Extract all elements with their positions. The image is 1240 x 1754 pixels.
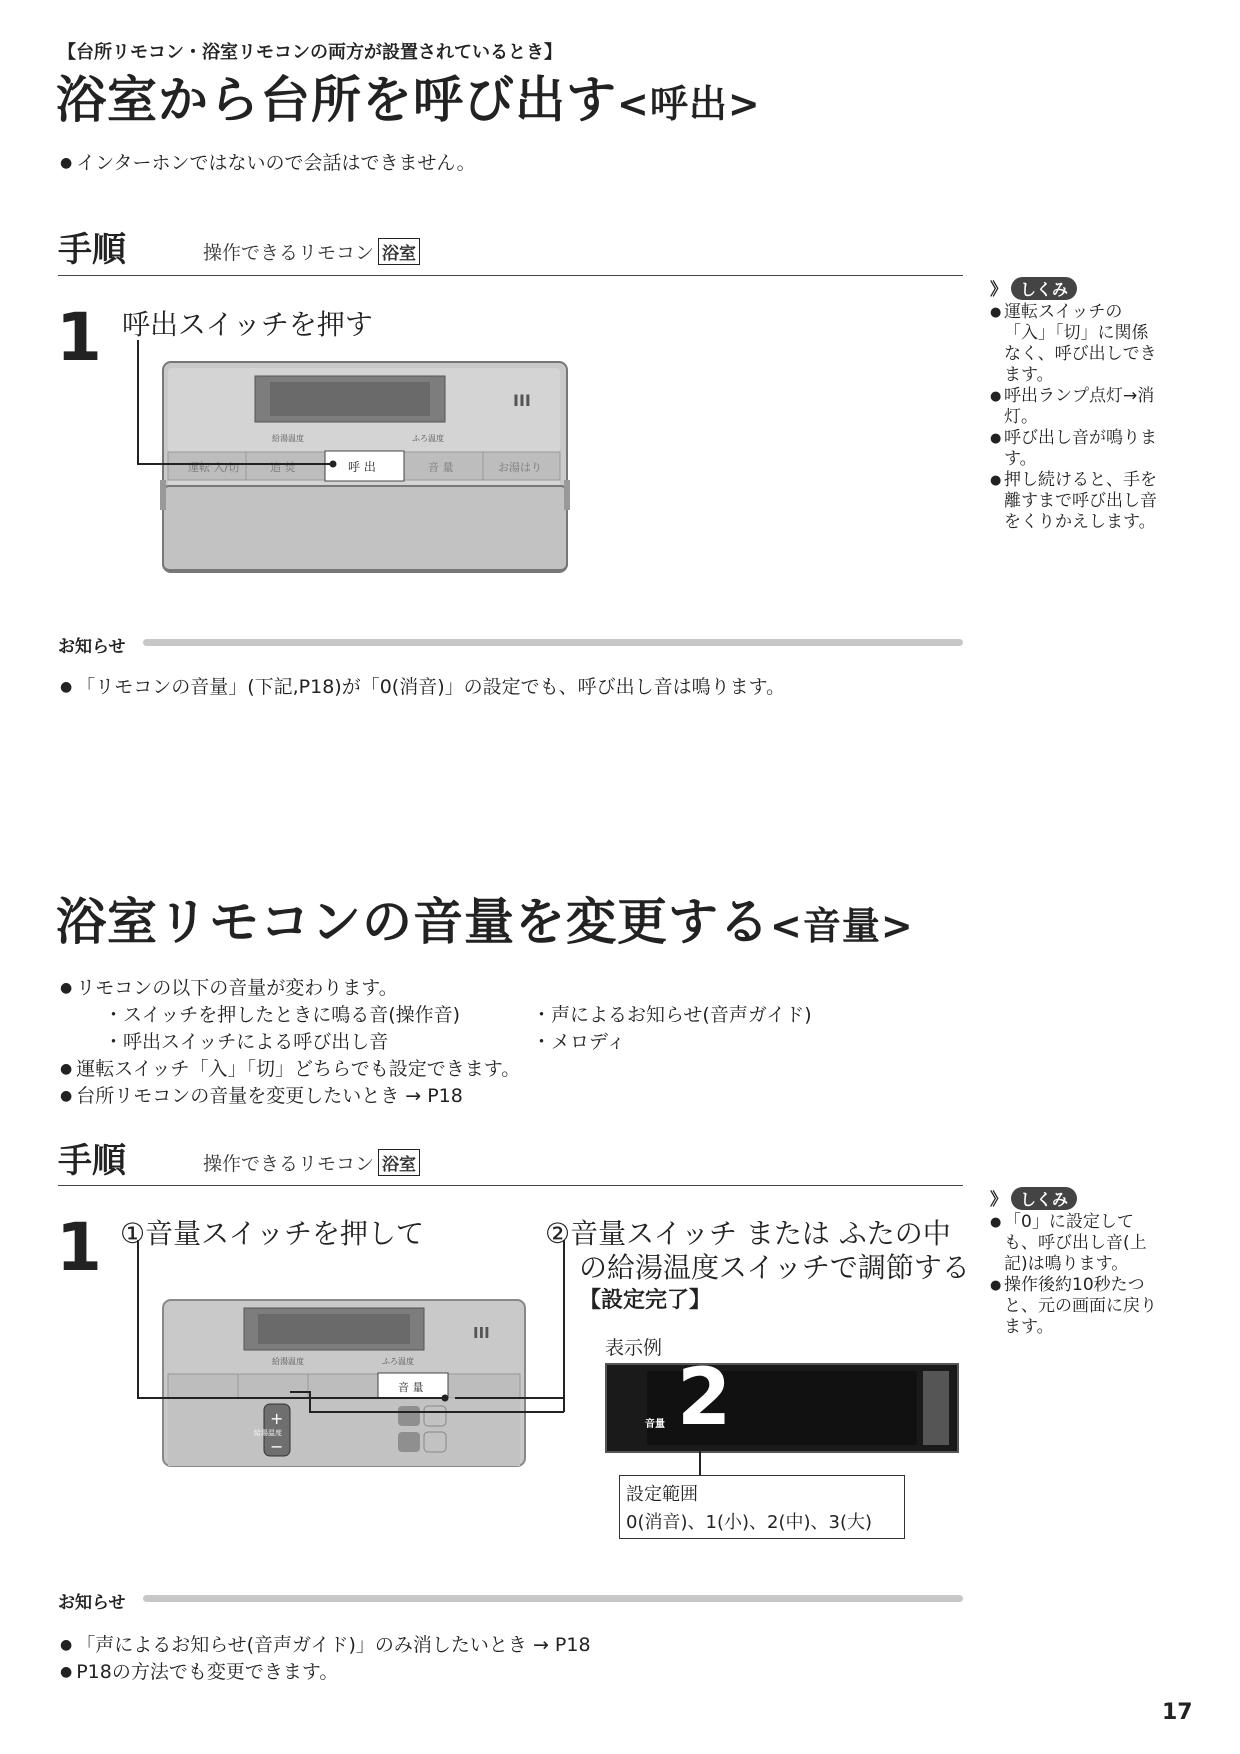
section2-bullet: ● 台所リモコンの音量を変更したいとき → P18 — [60, 1081, 463, 1108]
section2-notice-label: お知らせ — [58, 1593, 126, 1613]
remote2-label-right: ふろ温度 — [382, 1357, 414, 1366]
section2-side-head — [990, 1185, 1158, 1210]
section2-side-note — [990, 1185, 1158, 1338]
section2-range-values: 0(消音)、1(小)、2(中)、3(大) — [626, 1512, 872, 1533]
section1-side-head — [990, 275, 1158, 300]
section2-title-main: 浴室リモコンの音量を変更する — [56, 893, 770, 951]
section2-step-a: ①音量スイッチを押して — [120, 1217, 424, 1250]
remote2-sub-label: 給湯温度 — [254, 1429, 282, 1437]
section2-display-pointer — [699, 1449, 701, 1475]
section1-notice-bar — [143, 639, 963, 646]
section1-rule — [58, 275, 963, 276]
section2-step-b-done: 【設定完了】 — [579, 1288, 712, 1313]
remote1-label-right: ふろ温度 — [412, 434, 444, 443]
section2-procedure-label: 手順 — [58, 1141, 126, 1181]
section1-step-number: 1 — [56, 299, 102, 376]
section2-side-list — [990, 1212, 1158, 1338]
section1-side-note — [990, 275, 1158, 533]
section2-step-b-line1: ②音量スイッチ または ふたの中 — [545, 1217, 951, 1250]
section2-rule — [58, 1185, 963, 1186]
section1-side-item: ● 呼び出し音が鳴ります。 — [990, 428, 1158, 470]
section1-eyebrow: 【台所リモコン・浴室リモコンの両方が設置されているとき】 — [58, 42, 562, 63]
section2-side-item: ● 「0」に設定しても、呼び出し音(上記)は鳴ります。 — [990, 1212, 1158, 1275]
section1-title-main: 浴室から台所を呼び出す — [56, 71, 617, 129]
section2-step-number: 1 — [56, 1209, 102, 1286]
section2-display-panel — [605, 1353, 959, 1453]
section2-sub-item: ・声によるお知らせ(音声ガイド) — [532, 1004, 812, 1026]
section2-notice-bar — [143, 1595, 963, 1602]
section2-bullet-intro: ● リモコンの以下の音量が変わります。 — [60, 973, 398, 1000]
section1-step-caption: 呼出スイッチを押す — [122, 308, 373, 341]
section1-procedure-tag: 浴室 — [378, 238, 420, 265]
section1-title-suffix: <呼出> — [617, 82, 761, 126]
remote1-button-fill: お湯はり — [498, 461, 542, 474]
section1-callout — [130, 340, 350, 470]
section2-bullet: ● 運転スイッチ「入」「切」どちらでも設定できます。 — [60, 1054, 520, 1081]
section2-display-bezel — [923, 1371, 949, 1445]
remote2-button-volume: 音 量 — [398, 1381, 424, 1394]
section1-side-item: ● 運転スイッチの「入」「切」に関係なく、呼び出しできます。 — [990, 302, 1158, 386]
remote1-indicator-icon: III — [513, 391, 531, 410]
section2-display-example-label: 表示例 — [605, 1337, 663, 1359]
section2-procedure-sub-text: 操作できるリモコン — [203, 1153, 375, 1175]
remote2-label-left: 給湯温度 — [272, 1357, 304, 1366]
section1-notice-label: お知らせ — [58, 637, 126, 657]
remote2-plus-icon: + — [270, 1409, 284, 1428]
section2-notice-item: ● P18の方法でも変更できます。 — [60, 1657, 338, 1684]
section1-side-prefix: 》 — [990, 280, 1007, 300]
section2-sub-item: ・呼出スイッチによる呼び出し音 — [104, 1031, 389, 1053]
section2-callouts — [130, 1240, 570, 1420]
section2-procedure-sub — [203, 1149, 420, 1176]
remote1-label-left: 給湯温度 — [272, 434, 304, 443]
section2-procedure-tag: 浴室 — [378, 1149, 420, 1176]
remote2-minus-icon: − — [270, 1437, 284, 1456]
section2-sub-item: ・メロディ — [532, 1031, 626, 1053]
section2-display-value: 2 — [677, 1353, 732, 1443]
section2-side-prefix: 》 — [990, 1190, 1007, 1210]
section2-range-box — [619, 1475, 905, 1539]
remote1-button-volume: 音 量 — [428, 461, 454, 474]
section2-side-item: ● 操作後約10秒たつと、元の画面に戻ります。 — [990, 1275, 1158, 1338]
remote1-button-reheat: 追 焚 — [270, 461, 296, 474]
section1-title — [56, 60, 761, 132]
section1-notice-item: ● 「リモコンの音量」(下記,P18)が「0(消音)」の設定でも、呼び出し音は鳴ります。 — [60, 672, 785, 699]
section2-side-label: しくみ — [1011, 1187, 1077, 1210]
section1-side-label: しくみ — [1011, 277, 1077, 300]
page-number: 17 — [1162, 1700, 1193, 1725]
section1-side-item: ● 呼出ランプ点灯→消灯。 — [990, 386, 1158, 428]
section1-procedure-label: 手順 — [58, 230, 126, 270]
section1-bullet: ● インターホンではないので会話はできません。 — [60, 148, 476, 175]
section2-title-suffix: <音量> — [770, 904, 914, 948]
section1-procedure-sub-text: 操作できるリモコン — [203, 242, 375, 264]
section2-step-b-line2: の給湯温度スイッチで調節する — [579, 1251, 970, 1284]
remote1-button-call: 呼 出 — [348, 460, 376, 474]
section2-title — [56, 882, 914, 954]
section1-procedure-sub — [203, 238, 420, 265]
section1-side-item: ● 押し続けると、手を離すまで呼び出し音をくりかえします。 — [990, 470, 1158, 533]
section1-side-list — [990, 302, 1158, 533]
section2-sub-item: ・スイッチを押したときに鳴る音(操作音) — [104, 1004, 461, 1026]
section2-notice-item: ● 「声によるお知らせ(音声ガイド)」のみ消したいとき → P18 — [60, 1630, 591, 1657]
remote1-button-power: 運転 入/切 — [188, 461, 240, 474]
section2-display-volume-label: 音量 — [645, 1419, 665, 1430]
remote2-indicator-icon: III — [473, 1324, 490, 1342]
section2-range-label: 設定範囲 — [626, 1484, 698, 1505]
